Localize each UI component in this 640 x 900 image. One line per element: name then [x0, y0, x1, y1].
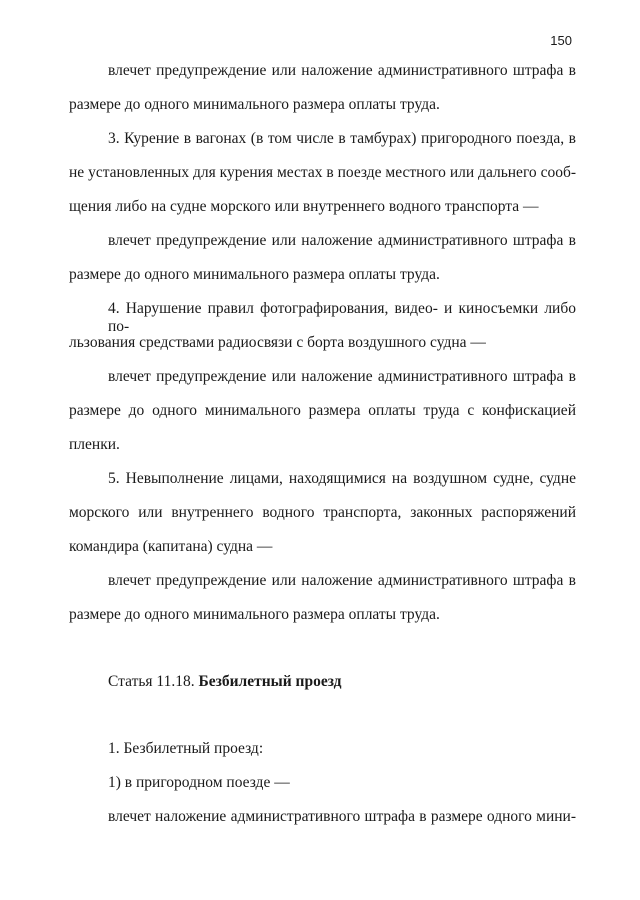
- text-line: размере до одного минимального размера оплаты труда с конфискацией: [69, 402, 576, 419]
- text-line: пленки.: [69, 436, 120, 453]
- text-line: размере до одного минимального размера оплаты труда.: [69, 266, 440, 283]
- text-line: 1) в пригородном поезде —: [108, 774, 290, 791]
- text-line: 1. Безбилетный проезд:: [108, 740, 264, 757]
- text-line: влечет предупреждение или наложение административного штрафа в: [108, 368, 576, 385]
- article-heading-title: Безбилетный проезд: [198, 673, 342, 690]
- text-line: 5. Невыполнение лицами, находящимися на воздушном судне, судне: [108, 470, 576, 487]
- page-number: 150: [550, 33, 572, 48]
- text-line: не установленных для курения местах в поезде местного или дальнего сооб-: [69, 164, 576, 181]
- text-line: 4. Нарушение правил фотографирования, видео- и киносъемки либо по-: [108, 300, 576, 335]
- text-line: льзования средствами радиосвязи с борта воздушного судна —: [69, 334, 486, 351]
- text-line: щения либо на судне морского или внутреннего водного транспорта —: [69, 198, 539, 215]
- article-heading-prefix: Статья 11.18.: [108, 673, 199, 690]
- text-line: влечет предупреждение или наложение административного штрафа в: [108, 572, 576, 589]
- text-line: морского или внутреннего водного транспорта, законных распоряжений: [69, 504, 576, 521]
- text-line: командира (капитана) судна —: [69, 538, 273, 555]
- text-line: влечет предупреждение или наложение административного штрафа в: [108, 232, 576, 249]
- text-line: размере до одного минимального размера оплаты труда.: [69, 606, 440, 623]
- article-heading: [108, 673, 342, 691]
- text-line: влечет предупреждение или наложение административного штрафа в: [108, 62, 576, 79]
- text-line: размере до одного минимального размера оплаты труда.: [69, 96, 440, 113]
- text-line: влечет наложение административного штрафа в размере одного мини-: [108, 808, 576, 825]
- text-line: 3. Курение в вагонах (в том числе в тамбурах) пригородного поезда, в: [108, 130, 576, 147]
